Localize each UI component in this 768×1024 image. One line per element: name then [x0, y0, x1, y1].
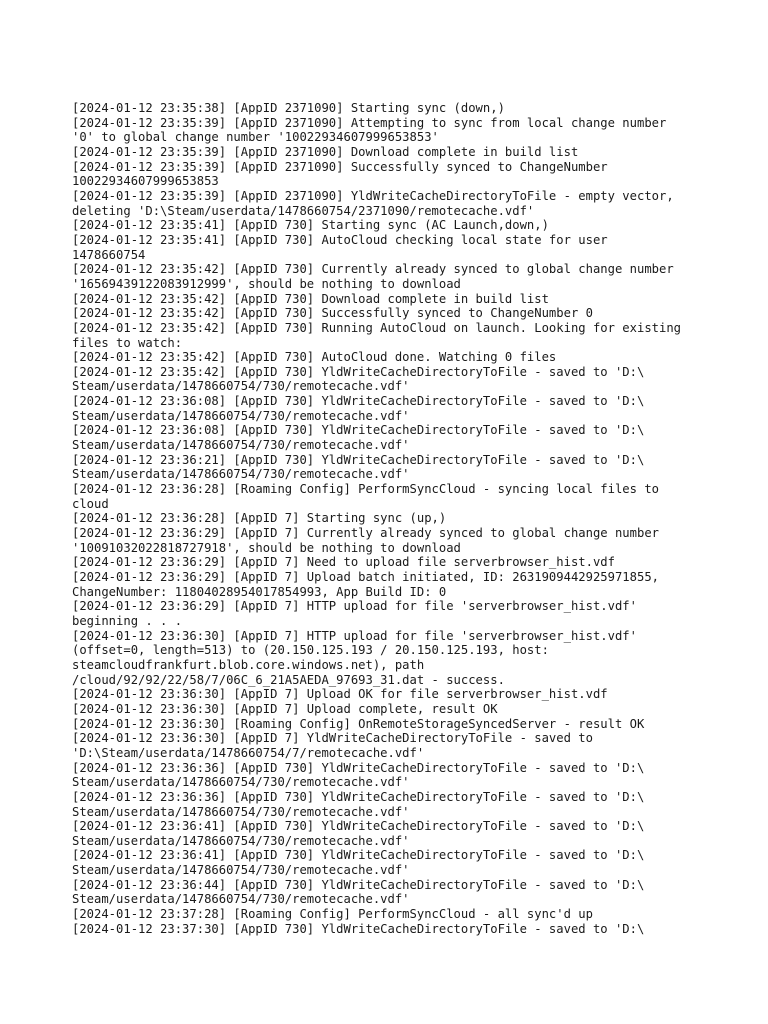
log-line: Steam/userdata/1478660754/730/remotecache.vdf' [72, 438, 410, 453]
log-line: [2024-01-12 23:36:08] [AppID 730] YldWriteCacheDirectoryToFile - saved to 'D:\ [72, 394, 645, 409]
log-line: [2024-01-12 23:36:30] [AppID 7] YldWriteCacheDirectoryToFile - saved to [72, 731, 593, 746]
log-line: deleting 'D:\Steam/userdata/1478660754/2371090/remotecache.vdf' [72, 203, 535, 218]
log-line: [2024-01-12 23:36:41] [AppID 730] YldWriteCacheDirectoryToFile - saved to 'D:\ [72, 819, 645, 834]
log-line: [2024-01-12 23:36:30] [AppID 7] Upload OK for file serverbrowser_hist.vdf [72, 687, 608, 702]
log-line: files to watch: [72, 335, 183, 350]
log-line: [2024-01-12 23:36:41] [AppID 730] YldWriteCacheDirectoryToFile - saved to 'D:\ [72, 848, 645, 863]
log-line: [2024-01-12 23:36:08] [AppID 730] YldWriteCacheDirectoryToFile - saved to 'D:\ [72, 423, 645, 438]
log-line: [2024-01-12 23:35:42] [AppID 730] Successfully synced to ChangeNumber 0 [72, 306, 593, 321]
log-line: [2024-01-12 23:35:39] [AppID 2371090] Download complete in build list [72, 144, 579, 159]
log-line: Steam/userdata/1478660754/730/remotecache.vdf' [72, 467, 410, 482]
log-document [72, 101, 712, 936]
log-line: Steam/userdata/1478660754/730/remotecache.vdf' [72, 892, 410, 907]
log-line: [2024-01-12 23:35:41] [AppID 730] AutoCloud checking local state for user [72, 232, 608, 247]
log-line: '10091032022818727918', should be nothing to download [72, 540, 461, 555]
log-line: ChangeNumber: 11804028954017854993, App Build ID: 0 [72, 584, 447, 599]
log-line: [2024-01-12 23:35:42] [AppID 730] YldWriteCacheDirectoryToFile - saved to 'D:\ [72, 364, 645, 379]
log-line: Steam/userdata/1478660754/730/remotecache.vdf' [72, 804, 410, 819]
log-line: [2024-01-12 23:36:36] [AppID 730] YldWriteCacheDirectoryToFile - saved to 'D:\ [72, 789, 645, 804]
log-line: [2024-01-12 23:36:30] [AppID 7] Upload complete, result OK [72, 701, 498, 716]
log-line: [2024-01-12 23:36:29] [AppID 7] Need to upload file serverbrowser_hist.vdf [72, 555, 615, 570]
log-line: [2024-01-12 23:36:44] [AppID 730] YldWriteCacheDirectoryToFile - saved to 'D:\ [72, 877, 645, 892]
log-line: [2024-01-12 23:37:28] [Roaming Config] PerformSyncCloud - all sync'd up [72, 907, 593, 922]
log-line: [2024-01-12 23:36:28] [Roaming Config] PerformSyncCloud - syncing local files to [72, 482, 659, 497]
log-line: steamcloudfrankfurt.blob.core.windows.net), path [72, 657, 425, 672]
log-line: Steam/userdata/1478660754/730/remotecache.vdf' [72, 408, 410, 423]
log-line: [2024-01-12 23:35:39] [AppID 2371090] Attempting to sync from local change number [72, 115, 667, 130]
log-line: Steam/userdata/1478660754/730/remotecache.vdf' [72, 863, 410, 878]
log-line: Steam/userdata/1478660754/730/remotecache.vdf' [72, 775, 410, 790]
log-line: '16569439122083912999', should be nothing to download [72, 276, 461, 291]
log-line: 1478660754 [72, 247, 146, 262]
log-line: [2024-01-12 23:36:29] [AppID 7] Currently already synced to global change number [72, 526, 659, 541]
log-line: [2024-01-12 23:36:30] [AppID 7] HTTP upload for file 'serverbrowser_hist.vdf' [72, 628, 637, 643]
log-line: [2024-01-12 23:36:29] [AppID 7] HTTP upload for file 'serverbrowser_hist.vdf' [72, 599, 637, 614]
log-line: beginning . . . [72, 613, 183, 628]
log-line: [2024-01-12 23:36:21] [AppID 730] YldWriteCacheDirectoryToFile - saved to 'D:\ [72, 452, 645, 467]
log-line: [2024-01-12 23:35:39] [AppID 2371090] Successfully synced to ChangeNumber [72, 159, 608, 174]
log-line: [2024-01-12 23:35:38] [AppID 2371090] Starting sync (down,) [72, 101, 505, 115]
log-line: [2024-01-12 23:35:42] [AppID 730] Currently already synced to global change number [72, 262, 674, 277]
log-line: [2024-01-12 23:37:30] [AppID 730] YldWriteCacheDirectoryToFile - saved to 'D:\ [72, 921, 645, 936]
log-line: /cloud/92/92/22/58/7/06C_6_21A5AEDA_97693_31.dat - success. [72, 672, 505, 687]
log-line: Steam/userdata/1478660754/730/remotecache.vdf' [72, 833, 410, 848]
log-line: cloud [72, 496, 109, 511]
log-line: [2024-01-12 23:35:39] [AppID 2371090] YldWriteCacheDirectoryToFile - empty vector, [72, 188, 674, 203]
log-line: '0' to global change number '10022934607999653853' [72, 130, 439, 145]
log-line: Steam/userdata/1478660754/730/remotecache.vdf' [72, 379, 410, 394]
log-line: [2024-01-12 23:35:42] [AppID 730] AutoCloud done. Watching 0 files [72, 350, 557, 365]
log-line: (offset=0, length=513) to (20.150.125.193 / 20.150.125.193, host: [72, 643, 549, 658]
log-line: [2024-01-12 23:36:28] [AppID 7] Starting sync (up,) [72, 511, 447, 526]
log-line: [2024-01-12 23:36:29] [AppID 7] Upload batch initiated, ID: 2631909442925971855, [72, 570, 659, 584]
log-line: 10022934607999653853 [72, 174, 219, 189]
log-line: 'D:\Steam/userdata/1478660754/7/remotecache.vdf' [72, 745, 425, 760]
log-line: [2024-01-12 23:35:42] [AppID 730] Running AutoCloud on launch. Looking for existing [72, 320, 682, 335]
log-line: [2024-01-12 23:36:30] [Roaming Config] OnRemoteStorageSyncedServer - result OK [72, 716, 645, 731]
log-line: [2024-01-12 23:35:41] [AppID 730] Starting sync (AC Launch,down,) [72, 218, 549, 233]
log-line: [2024-01-12 23:36:36] [AppID 730] YldWriteCacheDirectoryToFile - saved to 'D:\ [72, 760, 645, 775]
log-line: [2024-01-12 23:35:42] [AppID 730] Download complete in build list [72, 291, 549, 306]
